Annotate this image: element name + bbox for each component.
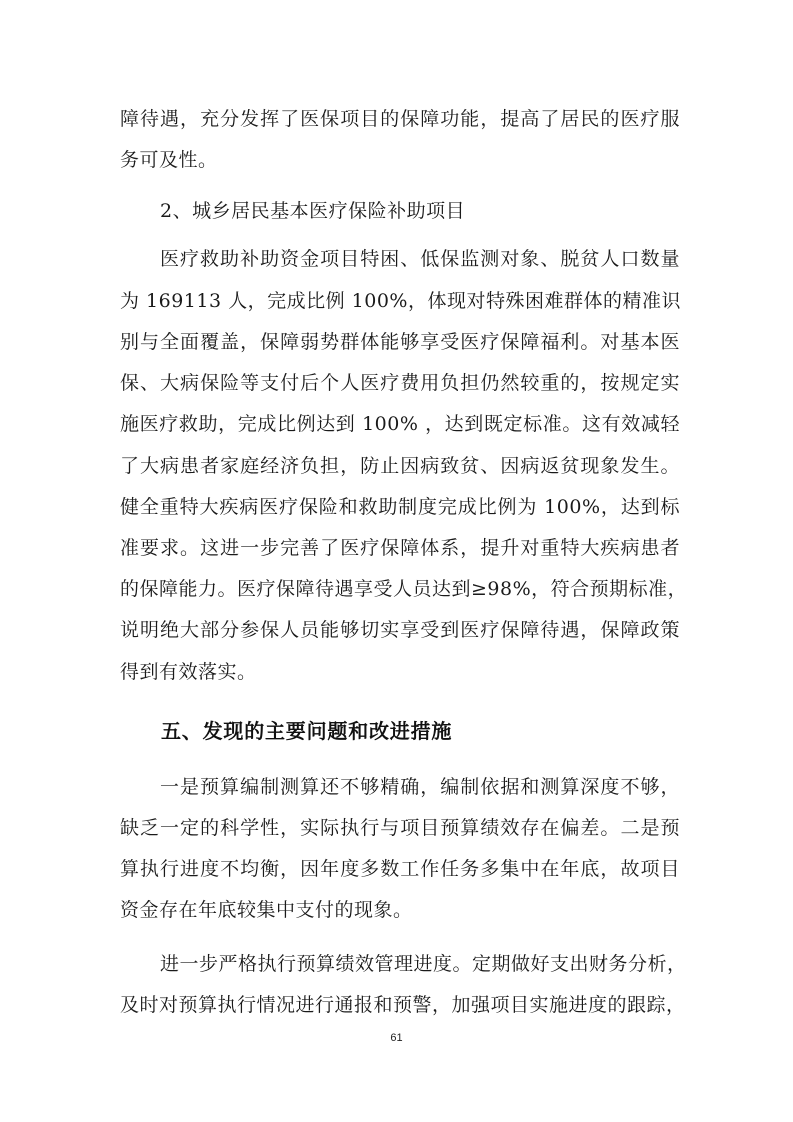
paragraph-line: 保、大病保险等支付后个人医疗费用负担仍然较重的，按规定实 bbox=[120, 372, 680, 394]
paragraph-line: 及时对预算执行情况进行通报和预警，加强项目实施进度的跟踪， bbox=[120, 994, 686, 1016]
paragraph-line: 健全重特大疾病医疗保险和救助制度完成比例为 100%，达到标 bbox=[120, 496, 680, 518]
paragraph-line: 算执行进度不均衡，因年度多数工作任务多集中在年底，故项目 bbox=[120, 858, 680, 880]
paragraph-line: 别与全面覆盖，保障弱势群体能够享受医疗保障福利。对基本医 bbox=[120, 331, 680, 353]
subsection-heading: 2、城乡居民基本医疗保险补助项目 bbox=[160, 200, 466, 222]
paragraph-line: 缺乏一定的科学性，实际执行与项目预算绩效存在偏差。二是预 bbox=[120, 817, 680, 839]
paragraph-line: 准要求。这进一步完善了医疗保障体系，提升对重特大疾病患者 bbox=[120, 537, 680, 559]
paragraph-line: 了大病患者家庭经济负担，防止因病致贫、因病返贫现象发生。 bbox=[120, 455, 680, 477]
paragraph-line: 障待遇，充分发挥了医保项目的保障功能，提高了居民的医疗服 bbox=[120, 108, 680, 130]
paragraph-line: 资金存在年底较集中支付的现象。 bbox=[120, 899, 413, 921]
paragraph-line: 务可及性。 bbox=[120, 149, 218, 171]
paragraph-line: 医疗救助补助资金项目特困、低保监测对象、脱贫人口数量 bbox=[160, 248, 680, 270]
paragraph-line: 为 169113 人，完成比例 100%，体现对特殊困难群体的精准识 bbox=[120, 290, 681, 312]
paragraph-line: 进一步严格执行预算绩效管理进度。定期做好支出财务分析， bbox=[160, 953, 687, 975]
paragraph-line: 施医疗救助，完成比例达到 100% ，达到既定标准。这有效减轻 bbox=[120, 413, 680, 435]
paragraph-line: 得到有效落实。 bbox=[120, 661, 257, 683]
paragraph-line: 说明绝大部分参保人员能够切实享受到医疗保障待遇，保障政策 bbox=[120, 619, 680, 641]
page-number: 61 bbox=[390, 1032, 403, 1044]
section-heading: 五、发现的主要问题和改进措施 bbox=[161, 719, 453, 743]
paragraph-line: 的保障能力。医疗保障待遇享受人员达到≥98%，符合预期标准， bbox=[120, 578, 688, 600]
paragraph-line: 一是预算编制测算还不够精确，编制依据和测算深度不够， bbox=[160, 776, 680, 798]
